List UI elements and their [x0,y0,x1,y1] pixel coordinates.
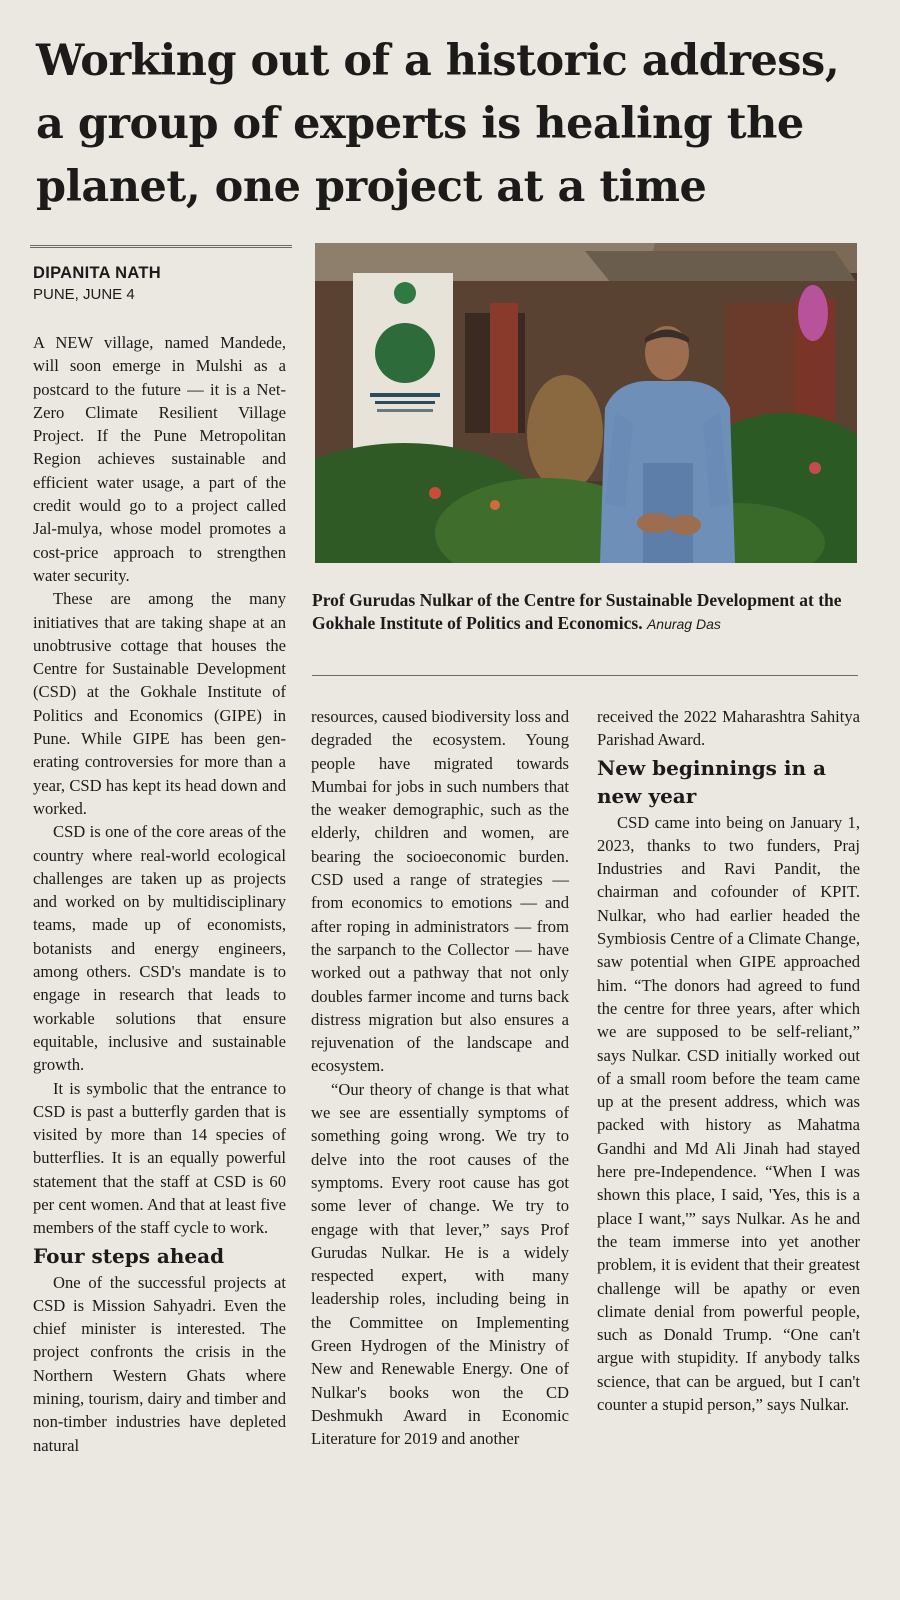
paragraph: These are among the many initiatives that are taking shape at an unobtrusive cottage that houses the Centre for Sustainable Development (CSD) at the Gokhale Institute of Politics and Economics (GIPE) in Pune. While GIPE has been generating controversies for more than a year, CSD has kept its head down and worked. [33,589,286,818]
dateline: PUNE, JUNE 4 [33,286,135,303]
paragraph: CSD is one of the core areas of the country where real-world ecological challenges are taken up as projects and worked on by multidisciplinary teams, made up of economists, botanists and energy engineers, among others. CSD's mandate is to engage in research that leads to workable solutions that ensure equitable, inclusive and sustainable growth. [33,822,286,1075]
byline-rule [30,245,292,248]
caption-rule [312,675,858,676]
paragraph: resources, caused biodiversity loss and degraded the ecosystem. Young people have migrated towards Mumbai for jobs in such numbers that the weaker demographic, such as the elderly, children and women, are bearing the socioeconomic burden. CSD used a range of strategies — from economics to emotions — and after roping in administrators — from the sarpanch to the Collector — have worked out a pathway that not only doubles farmer income and turns back distress migration but also ensures a rejuvenation of the landscape and ecosystem. [311,707,569,1076]
article-column-2 [311,705,569,1451]
photo-caption [312,589,857,636]
paragraph: A NEW village, named Mandede, will soon emerge in Mulshi as a postcard to the future — it is a Net-Zero Climate Resilient Village Project. If the Pune Metropolitan Region achieves sustainable and efficient water usage, a part of the credit would go to a project called Jal-mulya, whose model promotes a cost-price approach to strengthen water security. [33,333,286,585]
paragraph: One of the successful projects at CSD is Mission Sahyadri. Even the chief minister is interested. The project confronts the crisis in the Northern Western Ghats where mining, tourism, dairy and timber and non-timber industries have depleted natural [33,1272,286,1455]
byline [33,264,293,303]
article-column-3 [597,705,860,1416]
article-photo [315,243,857,563]
author-name: DIPANITA NATH [33,264,161,282]
subheading: Four steps ahead [33,1243,225,1268]
paragraph: CSD came into being on January 1, 2023, thanks to two funders, Praj Industries and Ravi Pandit, the chairman and cofounder of KPIT. Nulkar, who had earlier headed the Symbiosis Centre of a Climate Change, saw potential when GIPE approached him. “The donors had agreed to fund the centre for three years, after which we are supposed to be self-reliant,” says Nulkar. CSD initially worked out of a small room before the team came up at the present address, which was packed with history as Mahatma Gandhi and Md Ali Jinah had stayed here pre-Independence. “When I was shown this place, I said, 'Yes, this is a place I want,'” says Nulkar. As he and the team immerse into yet another problem, it is evident that their greatest challenge will be apathy or even climate denial from powerful people, such as Donald Trump. “One can't argue with stupidity. If anybody talks science, that can be argued, but I can't counter a stupid person,” says Nulkar. [597,812,860,1415]
headline: Working out of a historic address, a group of experts is healing the planet, one project at a time [36,36,840,212]
photo-credit: Anurag Das [646,616,721,632]
paragraph: “Our theory of change is that what we see are essentially symptoms of something going wrong. We try to delve into the root causes of the symptoms. Every root cause has got some lever of change. We try to engage with that lever,” says Prof Gurudas Nulkar. He is a widely respected expert, with many leadership roles, including being in the Committee on Implementing Green Hydrogen of the Ministry of New and Renewable Energy. One of Nulkar's books won the CD Deshmukh Award in Economic Literature for 2019 and another [311,1079,569,1449]
caption-text: Prof Gurudas Nulkar of the Centre for Sustainable Development at the Gokhale Institute of Politics and Economics. [312,590,842,633]
paragraph: It is symbolic that the entrance to CSD is past a butterfly garden that is visited by more than 14 species of butterflies. It is an equally powerful statement that the staff at CSD is 60 per cent women. And that at least five members of the staff cycle to work. [33,1078,286,1238]
paragraph: received the 2022 Maharashtra Sahitya Parishad Award. [597,707,860,750]
subheading: New beginnings in a new year [597,755,826,808]
article-column-1 [33,331,286,1457]
